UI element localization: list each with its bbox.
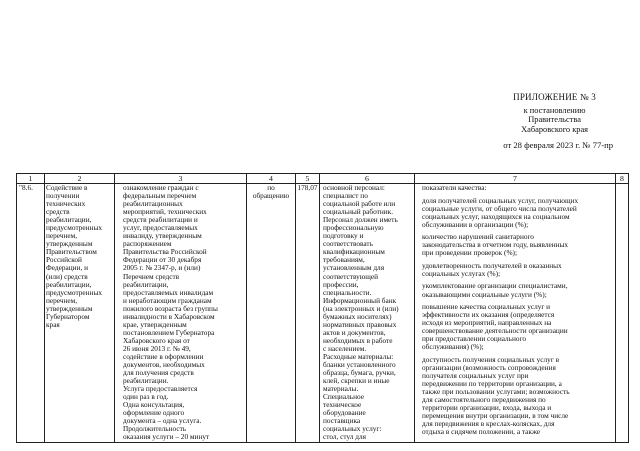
- text-line: профессии,: [323, 280, 359, 289]
- text-line: оказывающими социальные услуги (%);: [422, 290, 547, 299]
- text-line: Расходные материалы:: [323, 352, 394, 361]
- text-line: содействие в оформлении: [123, 352, 204, 361]
- text-line: предусмотренных: [46, 288, 102, 297]
- column-number: 6: [320, 174, 415, 184]
- text-line: доступность получения социальных услуг в: [422, 355, 560, 364]
- text-line: 26 июня 2013 г. № 49,: [123, 344, 191, 353]
- cell-tariff: [296, 184, 320, 443]
- text-line: специальности.: [323, 288, 372, 297]
- resolution-date: от 28 февраля 2023 г. № 77-пр: [503, 140, 613, 150]
- quality-indicator: [415, 262, 615, 278]
- cell-service-description: [115, 184, 247, 443]
- cell-provision-term: [247, 184, 296, 443]
- text-line: организации (возможность сопровождения: [422, 363, 556, 372]
- cell-item-number: [17, 184, 45, 443]
- text-line: Федерации, и: [46, 264, 89, 273]
- text-line: предоставляемых инвалидам: [123, 288, 214, 297]
- text-line: совершенствование деятельности организации: [422, 327, 568, 336]
- text-line: образца, бумага, ручки,: [323, 369, 396, 378]
- quality-indicator: [415, 356, 615, 436]
- text-line: средств реабилитации и: [123, 216, 198, 225]
- cell-conditions: [320, 184, 415, 443]
- text-line: социальных услуг, находящихся на социальном: [422, 212, 570, 221]
- text-line: услуг, предоставляемых: [123, 224, 198, 233]
- column-number: 8: [616, 174, 629, 184]
- text-line: для самостоятельного передвижения по: [422, 396, 546, 405]
- text-line: повышение качества социальных услуг и: [422, 303, 551, 312]
- text-line: ознакомление граждан с: [123, 184, 199, 192]
- text-line: стол, стул для: [323, 433, 367, 442]
- text-line: реабилитационных: [123, 200, 183, 209]
- cell-column-8: [616, 184, 629, 443]
- text-line: получателя социальных услуг при: [422, 371, 529, 380]
- text-line: распоряжением: [123, 240, 172, 249]
- column-number: 2: [45, 174, 115, 184]
- text-line: поставщика: [323, 417, 361, 426]
- cell-service-name: [45, 184, 115, 443]
- text-line: клей, скрепки и иные: [323, 377, 390, 386]
- text-line: утвержденным: [46, 240, 93, 249]
- text-line: Услуга предоставляется: [123, 385, 198, 394]
- text-line: предусмотренных: [46, 224, 102, 233]
- text-line: укомплектование организации специалистами,: [422, 282, 568, 291]
- text-line: обслуживании в организации (%);: [422, 220, 529, 229]
- quality-indicator: [415, 282, 615, 298]
- text-line: перемещения внутри организации, в том числе: [422, 412, 569, 421]
- text-line: один раз в год.: [123, 393, 169, 402]
- text-line: материалы.: [323, 385, 359, 394]
- text-line: пожилого возраста без группы: [123, 304, 218, 313]
- text-line: Специальное: [323, 393, 364, 402]
- text-line: крае, утвержденным: [123, 320, 187, 329]
- quality-indicator: [415, 303, 615, 351]
- text-line: оказания услуги – 20 минут: [123, 433, 210, 442]
- text-line: эффективности их оказания (определяется: [422, 311, 555, 320]
- text-line: квалификационным: [323, 248, 385, 257]
- text-line: (или) средств: [46, 272, 88, 281]
- text-line: края: [46, 320, 60, 329]
- text-line: средств: [46, 208, 70, 217]
- text-line: количество нарушений санитарного: [422, 233, 534, 242]
- text-line: "8.6.: [19, 184, 33, 192]
- text-line: Продолжительность: [123, 425, 187, 434]
- text-line: Информационный банк: [323, 296, 397, 305]
- text-line: Федерации от 30 декабря: [123, 256, 202, 265]
- text-line: мероприятий, технических: [123, 208, 207, 217]
- text-line: основной персонал:: [323, 184, 385, 192]
- text-line: реабилитации,: [123, 280, 169, 289]
- text-line: обслуживания) (%);: [422, 343, 484, 352]
- text-line: техническое: [323, 401, 362, 410]
- column-number: 1: [17, 174, 45, 184]
- text-line: соответствовать: [323, 240, 373, 249]
- text-line: (на электронных и (или): [323, 304, 399, 313]
- text-line: реабилитации.: [123, 377, 169, 386]
- text-line: отдыха в сидячем положении, а также: [422, 428, 541, 437]
- text-line: социальные услуги, от общего числа получателей: [422, 204, 577, 213]
- text-line: по: [267, 184, 275, 192]
- text-line: обращению: [252, 192, 290, 201]
- text-line: нормативных правовых: [323, 320, 397, 329]
- text-line: исходя из мероприятий, направленных на: [422, 319, 552, 328]
- text-line: с населением.: [323, 344, 367, 353]
- column-number: 5: [296, 174, 320, 184]
- text-line: социальных услуг:: [323, 425, 382, 434]
- services-table: [16, 173, 629, 443]
- text-line: для передвижения в креслах-колясках, для: [422, 420, 555, 429]
- text-line: перечнем,: [46, 296, 78, 305]
- text-line: Губернатором: [46, 312, 90, 321]
- header-line: Хабаровского края: [521, 124, 589, 134]
- text-line: реабилитации,: [46, 280, 92, 289]
- quality-indicator: [415, 233, 615, 257]
- text-line: реабилитации,: [46, 216, 92, 225]
- column-number: 7: [415, 174, 616, 184]
- text-line: актов и документов,: [323, 328, 386, 337]
- text-line: постановлением Губернатора: [123, 328, 215, 337]
- text-line: при проведении проверок (%);: [422, 249, 517, 258]
- text-line: утвержденным: [46, 304, 93, 313]
- text-line: при предоставлении социального: [422, 335, 527, 344]
- text-line: соответствующей: [323, 272, 379, 281]
- text-line: социальный работник.: [323, 208, 394, 217]
- text-line: перечнем,: [46, 232, 78, 241]
- text-line: специалист по: [323, 192, 368, 201]
- text-line: федеральным перечнем: [123, 192, 197, 201]
- text-line: для получения средств: [123, 369, 194, 378]
- text-line: подготовку и: [323, 232, 364, 241]
- text-line: Содействие в: [46, 184, 88, 192]
- text-line: бланки установленного: [323, 361, 396, 370]
- text-line: Правительства Российской: [123, 248, 207, 257]
- text-line: также при пользовании услугами; возможность: [422, 388, 570, 397]
- header-line: к постановлению: [523, 105, 586, 115]
- appendix-title: ПРИЛОЖЕНИЕ № 3: [513, 92, 596, 102]
- text-line: 2005 г. № 2347-р, и (или): [123, 264, 201, 273]
- column-number: 3: [115, 174, 247, 184]
- appendix-header: [503, 92, 613, 150]
- text-line: законодательства в отчетном году, выявленных: [422, 241, 569, 250]
- text-line: доля получателей социальных услуг, получающих: [422, 196, 579, 205]
- text-line: требованиям,: [323, 256, 365, 265]
- text-line: удовлетворенность получателей в оказанных: [422, 261, 562, 270]
- text-line: оборудование: [323, 409, 366, 418]
- text-line: Хабаровского края от: [123, 336, 190, 345]
- text-line: технических: [46, 200, 86, 209]
- text-line: 178,07: [297, 184, 318, 192]
- text-line: территории организации, входа, выхода и: [422, 404, 552, 413]
- text-line: Правительством: [46, 248, 97, 257]
- text-line: инвалидности в Хабаровском: [123, 312, 215, 321]
- text-line: социальной работе или: [323, 200, 396, 209]
- text-line: профессиональную: [323, 224, 384, 233]
- text-line: бумажных носителях): [323, 312, 392, 321]
- text-line: оформление одного: [123, 409, 185, 418]
- text-line: необходимых в работе: [323, 336, 393, 345]
- quality-indicator: [415, 197, 615, 229]
- text-line: Персонал должен иметь: [323, 216, 398, 225]
- column-number: 4: [247, 174, 296, 184]
- text-line: инвалиду, утвержденным: [123, 232, 202, 241]
- text-line: получении: [46, 192, 80, 201]
- text-line: Российской: [46, 256, 82, 265]
- text-line: социальных услугах (%);: [422, 269, 501, 278]
- text-line: передвижении по территории организации, а: [422, 379, 562, 388]
- text-line: установленным для: [323, 264, 385, 273]
- text-line: Перечнем средств: [123, 272, 180, 281]
- header-line: Правительства: [528, 115, 581, 125]
- cell-quality-indicators: [415, 184, 616, 443]
- text-line: документов, необходимых: [123, 361, 205, 370]
- table-row: [17, 184, 629, 443]
- text-line: документа – одна услуга.: [123, 417, 202, 426]
- quality-indicators-title: показатели качества:: [422, 184, 487, 192]
- text-line: Одна консультация,: [123, 401, 185, 410]
- text-line: и неработающим гражданам: [123, 296, 212, 305]
- column-number-row: [17, 174, 629, 184]
